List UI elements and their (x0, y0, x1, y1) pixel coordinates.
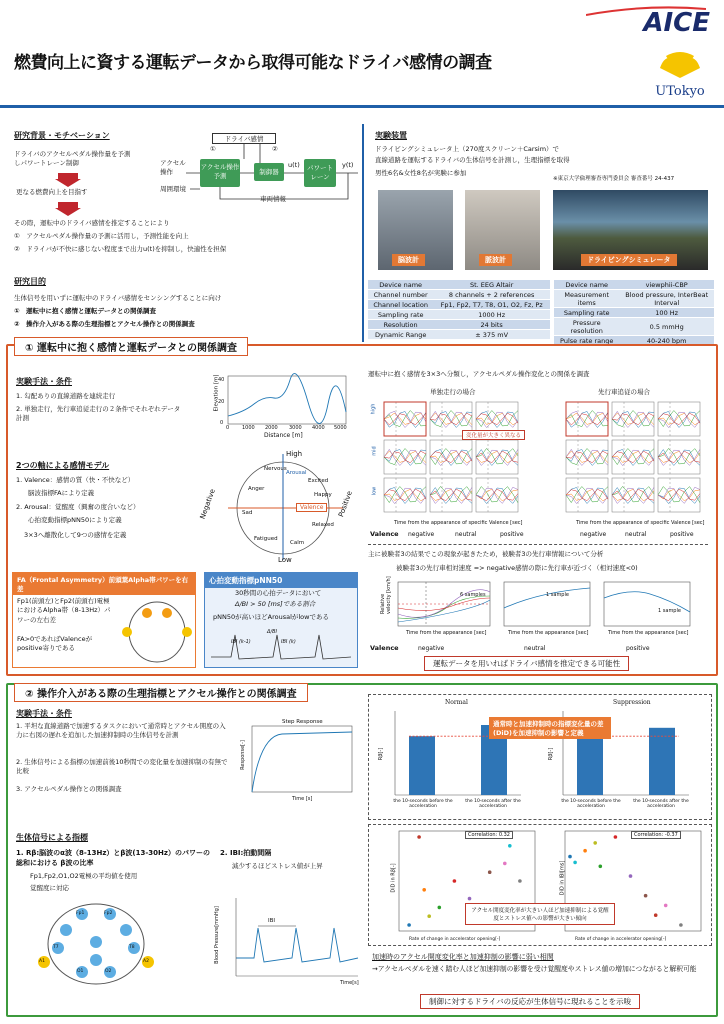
grid-valence-label: Valence (370, 530, 399, 538)
corr2-label: Correlation: -0.37 (631, 831, 681, 839)
fa-title: FA（Frontal Asymmetry）前頭葉Alpha帯パワーを右差 (13, 573, 195, 595)
elev-xtick: 4000 (312, 425, 325, 431)
eeg-electrode-head (36, 902, 156, 986)
corr1-label: Correlation: 0.32 (465, 831, 513, 839)
vehicle-info-label: 車両情報 (260, 195, 286, 203)
scatter-point (518, 879, 522, 883)
did-callout: 通常時と加速抑制時の指標変化量の差(DiD)を加速抑制の影響と定義 (489, 717, 611, 739)
elevation-ylabel: Elevation [m] (213, 374, 220, 412)
bar-suppression-title: Suppression (613, 699, 651, 706)
spec-key: Sampling rate (368, 310, 433, 320)
down-arrow-icon (55, 173, 81, 187)
spec-value: St. EEG Altair (433, 280, 550, 290)
predict-box: アクセル操作予測 (200, 159, 240, 187)
emotion-calm: Calm (290, 540, 305, 546)
scatter-panel (368, 824, 712, 946)
background-item1: ① アクセルペダル操作量の予測に活用し，予測性能を向上 (14, 232, 189, 240)
pnn50-title: 心拍変動指標pNN50 (205, 573, 357, 588)
arousal-low: low (371, 486, 378, 496)
scatter-point (679, 923, 683, 927)
accel-change-plots (370, 398, 710, 526)
bar (649, 728, 675, 795)
circ-low: Low (278, 556, 292, 564)
valence-pos-2: positive (670, 531, 694, 538)
bar-after-1: the 10-seconds after the acceleration (465, 799, 521, 809)
spec-key: Resolution (368, 320, 433, 330)
pnn50-text1: 30秒間の心拍データにおいて (235, 589, 322, 597)
fa-electrode-head (121, 599, 193, 665)
scatter-point (599, 865, 603, 869)
apparatus-line3: 男性6名&女性8名が実験に参加 (375, 169, 467, 177)
arousal-mid: mid (371, 446, 378, 456)
scatter-point (407, 923, 411, 927)
section2-title: ② 操作介入がある際の生理指標とアクセル操作との関係調査 (14, 683, 308, 702)
s2-b1b: Fp1,Fp2,O1,O2電極の平均値を使用 (30, 872, 138, 880)
scatter-charts (369, 825, 713, 947)
relvel-xlabel-3: Time from the appearance [sec] (608, 630, 689, 636)
circ-arousal: Arousal (286, 470, 307, 476)
s2-findings2: →アクセルペダルを速く踏む人ほど加速抑制の影響を受け覚醒度やストレス値の増加につながると解釈可能 (372, 965, 697, 973)
spec-row (554, 280, 714, 290)
accel-change-grid (370, 398, 710, 526)
grid-cell (566, 402, 608, 436)
relvel-xlabel-2: Time from the appearance [sec] (508, 630, 589, 636)
sc-ylabel-1: DiD in Rβ[-] (390, 863, 397, 893)
electrode-a2: A2 (143, 959, 149, 964)
elev-xtick: 3000 (289, 425, 302, 431)
bar-ylabel-1: Rβ[-] (378, 747, 385, 761)
accel-label: アクセル操作 (160, 159, 186, 177)
circ-negative: Negative (198, 487, 217, 521)
scatter-point (488, 870, 492, 874)
page-title: 燃費向上に資する運転データから取得可能なドライバ感情の調査 (14, 53, 492, 73)
scatter-point (568, 855, 572, 859)
sample1-label-2: 1 sample (658, 608, 681, 614)
elev-xtick: 0 (226, 425, 230, 431)
fa-text1: Fp1(前頭左)とFp2(前頭右)電極におけるAlpha帯（8-13Hz）パワーの左右差 (17, 597, 111, 624)
s2-b2: 2. IBI:拍動間隔 (220, 849, 272, 857)
controller-box: 制御器 (254, 163, 284, 181)
powertrain-box: パワートレーン (304, 159, 336, 187)
spec-key: Device name (368, 280, 433, 290)
ibi-ylabel: Blood Pressure[mmHg] (213, 906, 220, 964)
fa-text2: FA>0であればValenceがpositive寄りである (17, 635, 93, 653)
circumplex-model (198, 448, 358, 568)
spec-row (368, 320, 550, 330)
spec-key: Channel location (368, 300, 433, 310)
elev-ytick: 0 (220, 420, 224, 426)
spec-value: 100 Hz (619, 308, 714, 318)
scatter-point (422, 888, 426, 892)
scatter-point (614, 835, 618, 839)
elev-ytick: 40 (218, 377, 225, 383)
samples6-label: 6 samples (460, 592, 486, 598)
ginkgo-icon (658, 48, 702, 82)
spec-key: Measurement items (554, 290, 619, 308)
s2-findings1: 加速時のアクセル開度変化率と加速抑制の影響に弱い相関 (372, 953, 554, 961)
sample1-label: 1 sample (546, 592, 569, 598)
electrode-t8: T8 (129, 945, 135, 950)
step-title: Step Response (282, 719, 323, 725)
scatter-point (453, 879, 457, 883)
scatter-point (427, 914, 431, 918)
eeg-spec-table (368, 280, 550, 340)
grid-xaxis: Time from the appearance of specific Valence [sec] (394, 520, 523, 526)
purpose-item2: ② 操作介入がある際の生理指標とアクセル操作との関係調査 (14, 320, 195, 328)
step-response-plot (232, 716, 356, 808)
relvel-ylabel: Relative velocity [km/h] (380, 576, 392, 614)
spec-value: 1000 Hz (433, 310, 550, 320)
circ-positive: Positive (337, 489, 354, 519)
grid-xaxis-2: Time from the appearance of specific Valence [sec] (576, 520, 705, 526)
emotion-sad: Sad (242, 510, 253, 516)
s2-m2: 2. 生体信号による指標の加速前後10秒間での変化量を加速抑制の有無で比較 (16, 758, 228, 776)
driver-emotion-box: ドライバ感情 (212, 133, 276, 144)
s1-classify: 運転中に抱く感情を3×3へ分類し，アクセルペダル操作変化との関係を調査 (368, 370, 590, 378)
spec-row (368, 330, 550, 340)
s1-v2: 2. Arousal：覚醒度（興奮の度合いなど） (16, 503, 140, 511)
spec-value: Blood pressure, InterBeat Interval (619, 290, 714, 308)
scatter-point (593, 841, 597, 845)
column-divider (362, 124, 364, 342)
ibi-xlabel: Time[s] (340, 980, 359, 986)
s2-bio-heading: 生体信号による指標 (16, 833, 88, 842)
scatter-point (654, 913, 658, 917)
grid-cell (384, 402, 426, 436)
s2-m3: 3. アクセルペダル操作との関係調査 (16, 785, 122, 793)
valence-neg-2: negative (580, 531, 607, 538)
elevation-xlabel: Distance [m] (264, 432, 303, 439)
bar (577, 736, 603, 795)
apparatus-line1: ドライビングシミュレータ上（270度スクリーン＋Carsim）で (375, 145, 560, 153)
elevation-plot (204, 372, 352, 442)
diagram-arrows (160, 133, 360, 211)
s1-conclusion: 運転データを用いればドライバ感情を推定できる可能性 (424, 656, 629, 671)
arousal-high: high (370, 403, 377, 415)
valence-neu: neutral (455, 531, 477, 538)
scatter-point (573, 861, 577, 865)
electrode-fp2: Fp2 (104, 911, 113, 916)
electrode-t7: T7 (53, 945, 59, 950)
valence-neu-2: neutral (625, 531, 647, 538)
scatter-point (503, 862, 507, 866)
scatter-point (508, 844, 512, 848)
s2-method-heading: 実験手法・条件 (16, 709, 72, 718)
yt-label: y(t) (342, 161, 354, 169)
ibi-label: IBI (268, 918, 276, 924)
ibi-chart (214, 888, 360, 992)
electrode-fp1: Fp1 (76, 911, 85, 916)
emotion-nervous: Nervous (264, 466, 287, 472)
s2-b2b: 減少するほどストレス値が上昇 (232, 862, 323, 870)
s1-follow: 先行車追従の場合 (598, 388, 650, 396)
s1-v3: 3×3へ離散化して9つの感情を定義 (24, 531, 127, 539)
spec-key: Pressure resolution (554, 318, 619, 336)
apparatus-heading: 実験装置 (375, 131, 407, 140)
purpose-para: 生体信号を用いずに運転中のドライバ感情をセンシングすることに向け (14, 294, 222, 302)
s1-v1b: 脳波指標FAにより定義 (28, 489, 95, 497)
sc-xlabel-1: Rate of change in accelerator opening[-] (409, 937, 501, 942)
simulator-photo-label: ドライビングシミュレータ (581, 254, 677, 266)
sc-ylabel-2: DiD in IBI[ms] (559, 860, 566, 896)
background-para1: ドライバのアクセルペダル操作量を予測しパワートレーン制御 (14, 150, 131, 168)
ut-label: u(t) (288, 161, 300, 169)
spec-key: Sampling rate (554, 308, 619, 318)
circ-valence: Valence (296, 503, 327, 512)
simulator-photo (553, 190, 708, 270)
relative-velocity-plots (370, 578, 710, 640)
s1-v2b: 心拍変動指標pNN50により定義 (28, 516, 122, 524)
pnn50-text3: pNN50が高いほどArousalがlowである (213, 613, 329, 621)
background-item2: ② ドライバが不快に感じない程度まで出力u(t)を抑制し，快適性を担保 (14, 245, 227, 253)
bar-before-1: the 10-seconds before the acceleration (393, 799, 453, 809)
pulse-photo (465, 190, 540, 270)
spec-row (368, 290, 550, 300)
spec-row (554, 290, 714, 308)
pnn50-waveform (211, 629, 351, 665)
relvel-valence-label: Valence (370, 644, 399, 652)
s1-analysis: 主に被験者3の結果でこの現象が起きたため，被験者3の先行車情報について分析 (368, 550, 604, 558)
s2-b1: 1. Rβ:脳波のα波（8-13Hz）とβ波(13-30Hz）のパワーの総和における β波の比率 (16, 849, 210, 868)
relvel-neg: negative (418, 645, 445, 652)
pnn50-text2: Δ/BI > 50 [ms]である割合 (235, 600, 316, 608)
step-response-chart (232, 716, 356, 808)
background-para3: その際，運転中のドライバ感情を推定することにより (14, 219, 170, 227)
emotion-happy: Happy (314, 492, 332, 498)
spec-value: 40-240 bpm (619, 336, 714, 346)
step-ylabel: Response[-] (239, 740, 246, 770)
background-heading: 研究背景・モチベーション (14, 131, 110, 140)
bar (409, 736, 435, 795)
scatter-point (438, 906, 442, 910)
pnn50-box (204, 572, 358, 668)
pnn50-ibi2: IBI (k) (281, 639, 296, 645)
bar-before-2: the 10-seconds before the acceleration (561, 799, 621, 809)
relvel-pos: positive (626, 645, 650, 652)
ethics-note: ※東京大学倫理審査専門委員会 審査番号 24-437 (553, 176, 675, 182)
s1-v1: 1. Valence：感情の質（快・不快など） (16, 476, 135, 484)
s1-method-heading: 実験手法・条件 (16, 377, 72, 386)
sc-xlabel-2: Rate of change in accelerator opening[-] (575, 937, 667, 942)
s2-final: 制御に対するドライバの反応が生体信号に現れることを示唆 (420, 994, 640, 1009)
apparatus-line2: 直線道路を運転するドライバの生体信号を計測し，生理指標を取得 (375, 156, 570, 164)
bar-chart-panel (368, 694, 712, 820)
scatter-note: アクセル開度変化率が大きい人ほど加速抑制による覚醒度とストレス値への影響が大きい傾向 (465, 903, 615, 925)
spec-value: 8 channels + 2 references (433, 290, 550, 300)
ibi-plot (214, 888, 360, 992)
background-para2: 更なる燃費向上を目指す (16, 188, 88, 196)
valence-neg: negative (408, 531, 435, 538)
header-rule (0, 105, 724, 108)
spec-row (554, 318, 714, 336)
emotion-anger: Anger (248, 486, 265, 492)
bar-normal-title: Normal (445, 699, 468, 706)
electrode-o2: O2 (105, 969, 112, 974)
emotion-excited: Excited (308, 478, 329, 484)
relvel-neu: neutral (524, 645, 546, 652)
fa-box (12, 572, 196, 668)
elev-xtick: 5000 (334, 425, 347, 431)
spec-key: Dynamic Range (368, 330, 433, 340)
spec-value: 24 bits (433, 320, 550, 330)
aice-logo: AICE (643, 8, 710, 38)
down-arrow-icon (55, 202, 81, 216)
pnn50-delta: Δ/BI (267, 629, 278, 635)
env-label: 周囲環境 (160, 185, 186, 193)
pulse-photo-label: 脈波計 (479, 254, 512, 266)
relvel-xlabel: Time from the appearance [sec] (406, 630, 487, 636)
bar-ylabel-2: Rβ[-] (548, 747, 555, 761)
eeg-photo (378, 190, 453, 270)
step-xlabel: Time [s] (292, 796, 313, 802)
spec-row (368, 300, 550, 310)
spec-row (368, 280, 550, 290)
spec-row (368, 310, 550, 320)
electrode-a1: A1 (39, 959, 45, 964)
spec-key: Device name (554, 280, 619, 290)
section1-title: ① 運転中に抱く感情と運転データとの関係調査 (14, 337, 248, 356)
circ-high: High (286, 450, 303, 458)
spec-key: Pulse rate range (554, 336, 619, 346)
elev-xtick: 2000 (265, 425, 278, 431)
pnn50-ibi1: IBI (k-1) (231, 639, 251, 645)
scatter-point (583, 849, 587, 853)
s1-single: 単独走行の場合 (430, 388, 476, 396)
s1-subject3: 被験者3の先行車相対速度 => negative感情の際に先行車が近づく（相対速度<0) (396, 564, 638, 572)
s2-b1c: 覚醒度に対応 (30, 884, 69, 892)
valence-pos: positive (500, 531, 524, 538)
purpose-heading: 研究目的 (14, 277, 46, 286)
scatter-point (664, 904, 668, 908)
emotion-relaxed: Relaxed (312, 522, 334, 528)
circle-1: ① (210, 145, 216, 153)
eeg-photo-label: 脳波計 (392, 254, 425, 266)
utokyo-logo: UTokyo (650, 48, 710, 99)
s1-divider (368, 544, 708, 545)
s2-m1: 1. 平坦な直線道路で加速するタスクにおいて通常時とアクセル開度の入力に右図の遅れを追加した加速抑制時の生体信号を計測 (16, 722, 226, 740)
elev-xtick: 1000 (242, 425, 255, 431)
spec-row (554, 308, 714, 318)
spec-key: Channel number (368, 290, 433, 300)
scatter-point (417, 835, 421, 839)
spec-value: 0.5 mmHg (619, 318, 714, 336)
s1-m1: 1. 勾配ありの直線道路を連続走行 (16, 392, 116, 400)
scatter-point (644, 894, 648, 898)
s1-m2: 2. 単独走行，先行車追従走行の２条件でそれぞれデータ計測 (16, 405, 181, 423)
change-big-label: 変化量が大きく異なる (462, 430, 525, 440)
circle-2: ② (272, 145, 278, 153)
spec-value: Fp1, Fp2, T7, T8, O1, O2, Fz, Pz (433, 300, 550, 310)
pulse-spec-table (554, 280, 714, 346)
emotion-fatigued: Fatigued (254, 536, 278, 542)
electrode-o1: O1 (77, 969, 84, 974)
spec-value: viewphii-CBP (619, 280, 714, 290)
scatter-point (629, 874, 633, 878)
elev-ytick: 20 (218, 399, 225, 405)
s1-model-heading: 2つの軸による感情モデル (16, 461, 110, 470)
bar-after-2: the 10-seconds after the acceleration (633, 799, 689, 809)
purpose-item1: ① 運転中に抱く感情と運転データとの関係調査 (14, 307, 157, 315)
scatter-point (468, 897, 472, 901)
control-diagram (160, 133, 360, 211)
spec-value: ± 375 mV (433, 330, 550, 340)
